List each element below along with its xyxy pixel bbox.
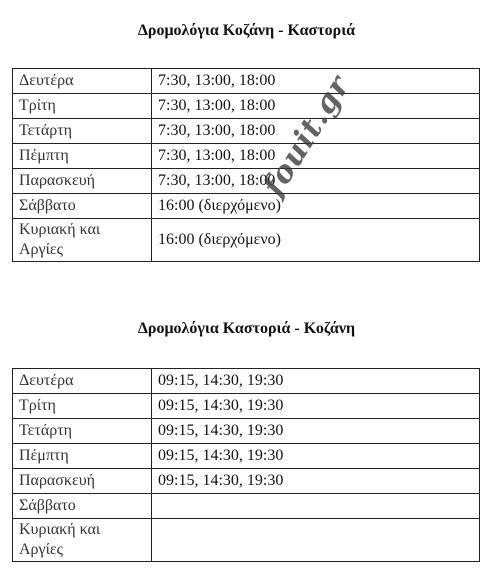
day-cell: Κυριακή και Αργίες (13, 519, 152, 562)
watermark-logo: fouit.gr (256, 69, 358, 203)
table-row (13, 219, 480, 262)
day-cell: Τετάρτη (13, 419, 152, 444)
day-cell: Τρίτη (13, 394, 152, 419)
table-row (13, 394, 480, 419)
route1-title: Δρομολόγια Κοζάνη - Καστοριά (137, 22, 356, 39)
times-cell: 7:30, 13:00, 18:00 (152, 94, 480, 119)
table-row (13, 194, 480, 219)
times-cell: 09:15, 14:30, 19:30 (152, 369, 480, 394)
times-cell: 09:15, 14:30, 19:30 (152, 469, 480, 494)
table-row (13, 94, 480, 119)
times-cell: 09:15, 14:30, 19:30 (152, 444, 480, 469)
day-cell: Παρασκευή (13, 469, 152, 494)
route1-schedule-table (12, 68, 480, 262)
times-cell: 16:00 (διερχόμενο) (152, 219, 480, 262)
times-cell: 09:15, 14:30, 19:30 (152, 394, 480, 419)
times-cell: 16:00 (διερχόμενο) (152, 194, 480, 219)
day-cell: Πέμπτη (13, 444, 152, 469)
table-row (13, 119, 480, 144)
day-cell: Παρασκευή (13, 169, 152, 194)
times-cell (152, 494, 480, 519)
times-cell: 7:30, 13:00, 18:00 (152, 69, 480, 94)
day-cell: Πέμπτη (13, 144, 152, 169)
times-cell: 7:30, 13:00, 18:00 (152, 119, 480, 144)
table-row (13, 419, 480, 444)
table-row (13, 494, 480, 519)
day-cell: Σάββατο (13, 494, 152, 519)
route2-schedule-table (12, 368, 480, 562)
table-row (13, 369, 480, 394)
table-row (13, 169, 480, 194)
table-row (13, 69, 480, 94)
day-cell: Τρίτη (13, 94, 152, 119)
table-row (13, 469, 480, 494)
day-cell: Σάββατο (13, 194, 152, 219)
day-cell: Δευτέρα (13, 69, 152, 94)
day-cell: Τετάρτη (13, 119, 152, 144)
table-row (13, 144, 480, 169)
table-row (13, 519, 480, 562)
times-cell: 7:30, 13:00, 18:00 (152, 144, 480, 169)
day-cell: Κυριακή και Αργίες (13, 219, 152, 262)
route2-title: Δρομολόγια Καστοριά - Κοζάνη (137, 320, 356, 337)
table-row (13, 444, 480, 469)
day-cell: Δευτέρα (13, 369, 152, 394)
times-cell (152, 519, 480, 562)
times-cell: 7:30, 13:00, 18:00 (152, 169, 480, 194)
times-cell: 09:15, 14:30, 19:30 (152, 419, 480, 444)
